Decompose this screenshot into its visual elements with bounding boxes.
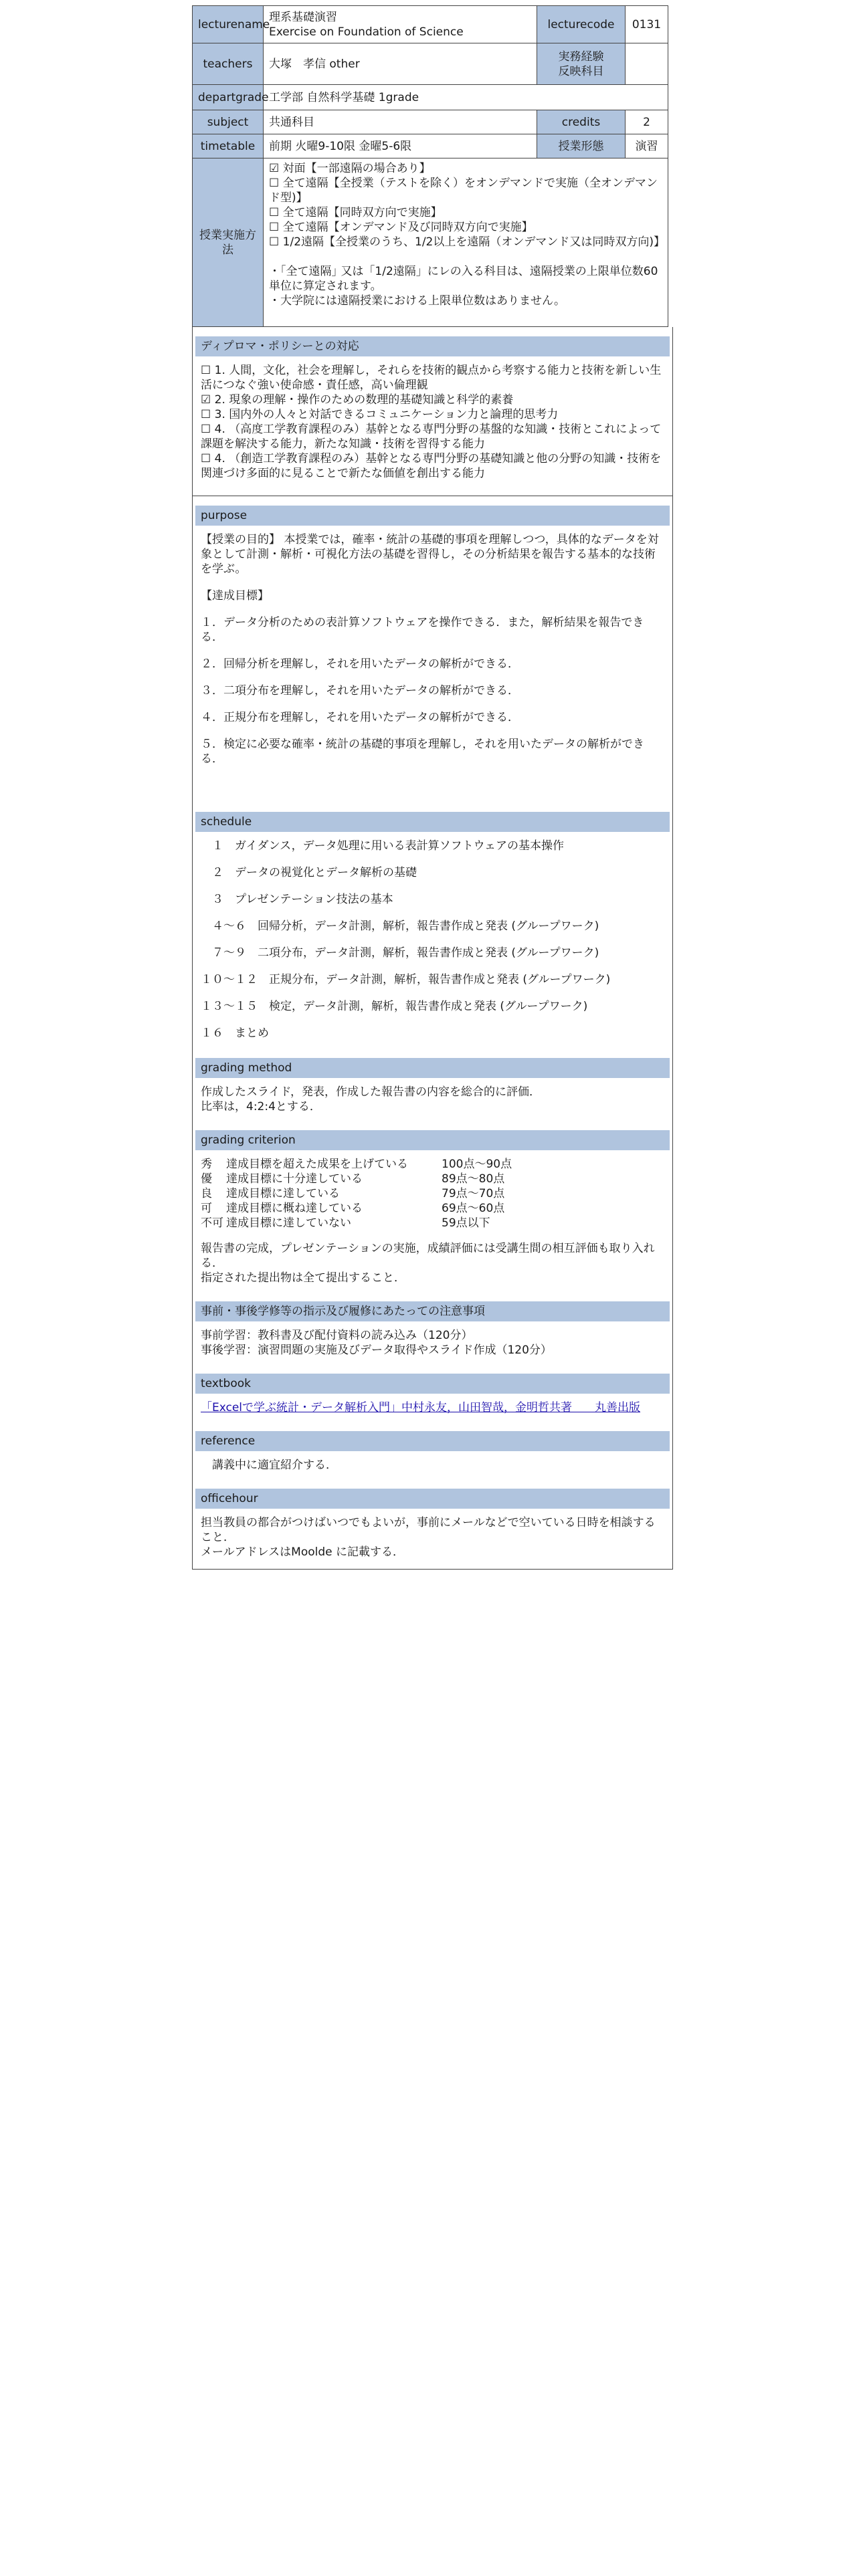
criterion-range: 79点～70点: [442, 1187, 505, 1200]
officehour-heading: officehour: [195, 1489, 670, 1509]
experience-label-line1: 実務経験: [558, 49, 604, 64]
method-value: [264, 158, 668, 327]
method-line: ☐ 1/2遠隔【全授業のうち、1/2以上を遠隔（オンデマンド又は同時双方向)】: [269, 235, 665, 249]
criterion-desc: 達成目標を超えた成果を上げている: [226, 1158, 408, 1171]
method-line: ・｢全て遠隔｣ 又は「1/2遠隔」にレの入る科目は、遠隔授業の上限単位数60単位に算定されます。: [269, 265, 658, 293]
method-label: 授業実施方法: [193, 158, 264, 327]
grading-method-heading: grading method: [195, 1058, 670, 1078]
schedule-item: １０～１２ 正規分布，データ計測，解析，報告書作成と発表 (グループワーク): [201, 973, 611, 986]
purpose-goal: ３．二項分布を理解し，それを用いたデータの解析ができる．: [201, 684, 519, 697]
diploma-heading: ディプロマ・ポリシーとの対応: [195, 336, 670, 356]
textbook-heading: textbook: [195, 1374, 670, 1394]
departgrade-value: 工学部 自然科学基礎 1grade: [264, 85, 668, 110]
syllabus-page: [192, 5, 668, 1570]
lecturename-en: Exercise on Foundation of Science: [269, 25, 464, 39]
form-label: 授業形態: [537, 134, 626, 158]
method-line-blank: [269, 249, 662, 264]
lecturename-label: lecturename: [193, 6, 264, 43]
criterion-note: 報告書の完成，プレゼンテーションの実施，成績評価には受講生間の相互評価も取り入れる．: [201, 1242, 655, 1270]
credits-value: 2: [626, 110, 668, 134]
details-panel: [192, 496, 673, 1570]
schedule-body: [195, 839, 670, 1058]
grading-method-body: [195, 1085, 670, 1130]
purpose-goal: ２．回帰分析を理解し，それを用いたデータの解析ができる．: [201, 657, 519, 671]
criterion-desc: 達成目標に達している: [226, 1187, 340, 1200]
criterion-grade: 可: [201, 1202, 212, 1215]
reference-body: [195, 1458, 670, 1489]
schedule-item: １ ガイダンス，データ処理に用いる表計算ソフトウェアの基本操作: [201, 839, 564, 853]
schedule-item: ２ データの視覚化とデータ解析の基礎: [201, 866, 417, 879]
textbook-link[interactable]: 「Excelで学ぶ統計・データ解析入門」中村永友，山田智哉，金明哲共著 丸善出版: [201, 1401, 641, 1414]
lecturename-jp: 理系基礎演習: [269, 10, 337, 24]
preparation-body: [195, 1328, 670, 1374]
purpose-goal: ５．検定に必要な確率・統計の基礎的事項を理解し，それを用いたデータの解析ができる．: [201, 738, 644, 766]
criterion-row: [201, 1216, 514, 1230]
grading-method-line: 比率は，4:2:4とする．: [201, 1100, 321, 1113]
schedule-item: １３～１５ 検定，データ計測，解析，報告書作成と発表 (グループワーク): [201, 1000, 588, 1013]
form-value: 演習: [626, 134, 668, 158]
criterion-grade: 不可: [201, 1216, 223, 1230]
criterion-range: 59点以下: [442, 1216, 490, 1230]
diploma-item: ☐ 1. 人間，文化，社会を理解し，それらを技術的観点から考察する能力と技術を新しい生活につなぐ強い使命感・責任感，高い倫理観: [201, 364, 662, 392]
grading-criterion-heading: grading criterion: [195, 1130, 670, 1150]
method-line: ☐ 全て遠隔【同時双方向で実施】: [269, 206, 442, 219]
purpose-goal: ４．正規分布を理解し，それを用いたデータの解析ができる．: [201, 711, 519, 724]
purpose-goal: １．データ分析のための表計算ソフトウェアを操作できる．また，解析結果を報告できる．: [201, 616, 644, 644]
purpose-paragraph: 【達成目標】: [201, 589, 269, 603]
officehour-body: [195, 1515, 670, 1560]
grading-criterion-body: [195, 1157, 670, 1301]
diploma-item: ☐ 4. （高度工学教育課程のみ）基幹となる専門分野の基盤的な知識・技術とこれによって課題を解決する能力，新たな知識・技術を習得する能力: [201, 423, 662, 451]
schedule-item: １６ まとめ: [201, 1027, 269, 1040]
method-line: ☑ 対面【一部遠隔の場合あり】: [269, 162, 431, 175]
experience-value: [626, 43, 668, 85]
officehour-line: メールアドレスはMoolde に記載する．: [201, 1545, 404, 1559]
criterion-table: [201, 1157, 514, 1230]
schedule-item: ７～９ 二項分布，データ計測，解析，報告書作成と発表 (グループワーク): [201, 946, 599, 960]
criterion-desc: 達成目標に達していない: [226, 1216, 351, 1230]
criterion-row: [201, 1157, 514, 1172]
credits-label: credits: [537, 110, 626, 134]
criterion-note: 指定された提出物は全て提出すること．: [201, 1271, 405, 1285]
method-line: ☐ 全て遠隔【全授業（テストを除く）をオンデマンドで実施（全オンデマンド型)】: [269, 177, 658, 205]
timetable-label: timetable: [193, 134, 264, 158]
purpose-heading: purpose: [195, 506, 670, 526]
preparation-line: 事前学習：教科書及び配付資料の読み込み（120分）: [201, 1329, 473, 1342]
criterion-desc: 達成目標に概ね達している: [226, 1202, 363, 1215]
textbook-body: [195, 1400, 670, 1431]
diploma-item: ☐ 4. （創造工学教育課程のみ）基幹となる専門分野の基礎知識と他の分野の知識・技術を関連づけ多面的に見ることで新たな価値を創出する能力: [201, 452, 662, 480]
criterion-desc: 達成目標に十分達している: [226, 1172, 363, 1186]
criterion-row: [201, 1172, 514, 1186]
course-info-table: [192, 5, 668, 327]
criterion-row: [201, 1186, 514, 1201]
subject-label: subject: [193, 110, 264, 134]
lecturecode-label: lecturecode: [537, 6, 626, 43]
method-line: ☐ 全て遠隔【オンデマンド及び同時双方向で実施】: [269, 221, 533, 234]
reference-heading: reference: [195, 1431, 670, 1451]
diploma-body: [195, 363, 670, 486]
teachers-label: teachers: [193, 43, 264, 85]
purpose-body: [195, 532, 670, 812]
departgrade-label: departgrade: [193, 85, 264, 110]
criterion-range: 69点～60点: [442, 1202, 505, 1215]
preparation-line: 事後学習：演習問題の実施及びデータ取得やスライド作成（120分）: [201, 1344, 552, 1357]
reference-text: 講義中に適宜紹介する．: [201, 1459, 337, 1472]
criterion-range: 89点～80点: [442, 1172, 505, 1186]
experience-label: [537, 43, 626, 85]
diploma-item: ☑ 2. 現象の理解・操作のための数理的基礎知識と科学的素養: [201, 393, 514, 407]
purpose-paragraph: 【授業の目的】 本授業では，確率・統計の基礎的事項を理解しつつ，具体的なデータを対象として計測・解析・可視化方法の基礎を習得し，その分析結果を報告する基本的な技術を学ぶ。: [201, 533, 659, 576]
preparation-heading: 事前・事後学修等の指示及び履修にあたっての注意事項: [195, 1301, 670, 1321]
criterion-row: [201, 1201, 514, 1216]
diploma-panel: [192, 327, 673, 496]
experience-label-line2: 反映科目: [558, 64, 604, 78]
schedule-heading: schedule: [195, 812, 670, 832]
teachers-value: 大塚 孝信 other: [264, 43, 537, 85]
schedule-item: ３ プレゼンテーション技法の基本: [201, 893, 393, 906]
criterion-grade: 秀: [201, 1158, 212, 1171]
criterion-range: 100点～90点: [442, 1158, 512, 1171]
diploma-item: ☐ 3. 国内外の人々と対話できるコミュニケーション力と論理的思考力: [201, 408, 559, 421]
schedule-item: ４～６ 回帰分析，データ計測，解析，報告書作成と発表 (グループワーク): [201, 920, 599, 933]
lecturecode-value: 0131: [626, 6, 668, 43]
method-line: ・大学院には遠隔授業における上限単位数はありません。: [269, 294, 566, 308]
timetable-value: 前期 火曜9-10限 金曜5-6限: [264, 134, 537, 158]
officehour-line: 担当教員の都合がつけばいつでもよいが，事前にメールなどで空いている日時を相談すること．: [201, 1516, 656, 1544]
grading-method-line: 作成したスライド，発表，作成した報告書の内容を総合的に評価．: [201, 1085, 541, 1099]
subject-value: 共通科目: [264, 110, 537, 134]
criterion-grade: 優: [201, 1172, 212, 1186]
lecturename-value: [264, 6, 537, 43]
criterion-grade: 良: [201, 1187, 212, 1200]
